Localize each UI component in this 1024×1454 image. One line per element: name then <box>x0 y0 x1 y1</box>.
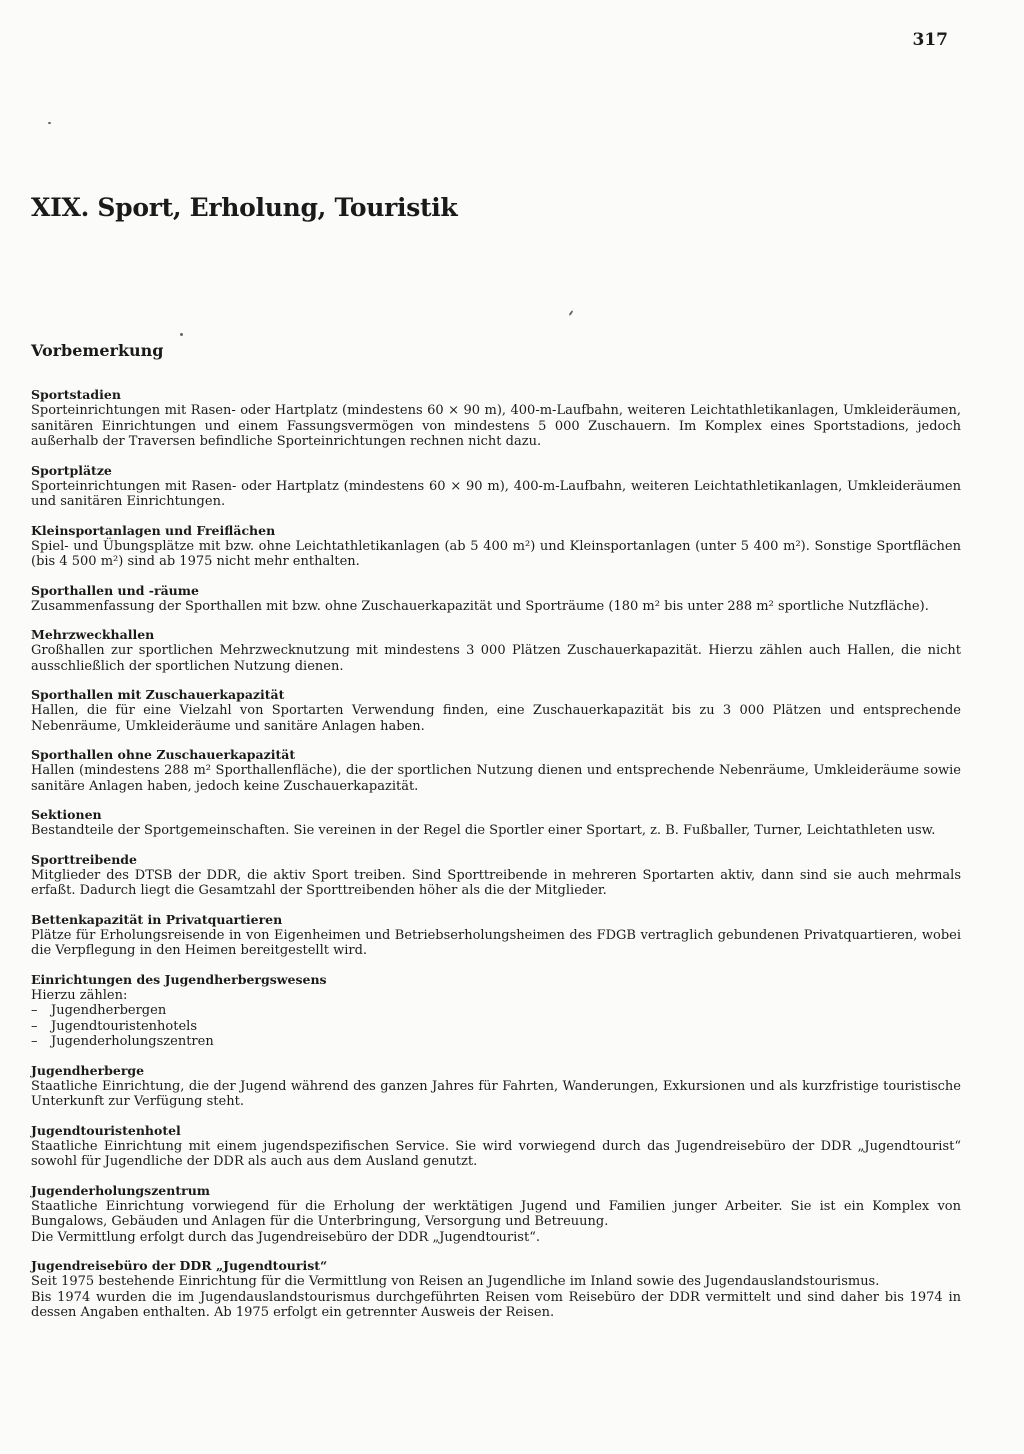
entry-text: Staatliche Einrichtung, die der Jugend während des ganzen Jahres für Fahrten, Wanderungen, Exkursionen und als kurzfristige touristische Unterkunft zur Verfügung steht. <box>31 1078 961 1109</box>
entry-text-continued: Bis 1974 wurden die im Jugendauslandstourismus durchgeführten Reisen vom Reisebüro der DDR vermittelt und sind daher bis 1974 in dessen Angaben enthalten. Ab 1975 erfolgt ein getrennter Ausweis der Reisen. <box>31 1289 961 1320</box>
entry-heading: Sporthallen ohne Zuschauerkapazität <box>31 747 296 762</box>
chapter-title: XIX. Sport, Erholung, Touristik <box>31 193 458 222</box>
list-item-label: Jugendherbergen <box>51 1003 167 1018</box>
entry-heading: Bettenkapazität in Privatquartieren <box>31 911 283 927</box>
definition-entry <box>31 971 961 1050</box>
entry-heading: Kleinsportanlagen und Freiflächen <box>31 522 276 538</box>
entry-text: Sporteinrichtungen mit Rasen- oder Hartplatz (mindestens 60 × 90 m), 400-m-Laufbahn, weiteren Leichtathletikanlagen, Umkleideräumen und sanitären Einrichtungen. <box>31 478 961 509</box>
section-title: Vorbemerkung <box>31 341 164 360</box>
definition-entry <box>31 851 961 899</box>
definition-entry <box>31 686 961 734</box>
print-speck <box>48 122 51 124</box>
entry-heading: Sporthallen mit Zuschauerkapazität <box>31 687 285 702</box>
entry-text: Spiel- und Übungsplätze mit bzw. ohne Leichtathletikanlagen (ab 5 400 m²) und Kleinsportanlagen (unter 5 400 m²). Sonstige Sportflächen (bis 4 500 m²) sind ab 1975 nicht mehr enthalten. <box>31 538 961 569</box>
entry-heading: Jugendtouristenhotel <box>31 1122 181 1138</box>
list-item-label: Jugenderholungszentren <box>51 1034 214 1049</box>
definition-entry <box>31 1062 961 1110</box>
entry-text: Staatliche Einrichtung mit einem jugendspezifischen Service. Sie wird vorwiegend durch das Jugendreisebüro der DDR „Jugendtourist“ sowohl für Jugendliche der DDR als auch aus dem Ausland genutzt. <box>31 1138 961 1169</box>
entry-text: Großhallen zur sportlichen Mehrzwecknutzung mit mindestens 3 000 Plätzen Zuschauerkapazität. Hierzu zählen auch Hallen, die nicht ausschließlich der sportlichen Nutzung dienen. <box>31 643 961 674</box>
entry-text: Bestandteile der Sportgemeinschaften. Sie vereinen in der Regel die Sportler einer Sportart, z. B. Fußballer, Turner, Leichtathleten usw. <box>31 823 936 838</box>
entry-heading: Sporthallen und -räume <box>31 582 199 598</box>
definition-entry <box>31 582 961 615</box>
definition-entry <box>31 1182 961 1246</box>
print-speck <box>568 310 573 316</box>
entry-heading: Jugendreisebüro der DDR „Jugendtourist“ <box>31 1258 328 1273</box>
entry-heading: Sektionen <box>31 807 102 822</box>
definition-entry <box>31 386 961 450</box>
definition-entry <box>31 746 961 794</box>
definitions-list <box>31 386 961 1333</box>
definition-entry <box>31 626 961 674</box>
entry-text: Sporteinrichtungen mit Rasen- oder Hartplatz (mindestens 60 × 90 m), 400-m-Laufbahn, weiteren Leichtathletikanlagen, Umkleideräumen, sanitären Einrichtungen und einem Fassungsvermögen von mindestens 5 000 Zuschauern. Im Komplex eines Sportstadions, jedoch außerhalb der Traversen befindliche Sporteinrichtungen rechnen nicht dazu. <box>31 403 961 449</box>
entry-text: Staatliche Einrichtung vorwiegend für die Erholung der werktätigen Jugend und Familien junger Arbeiter. Sie ist ein Komplex von Bungalows, Gebäuden und Anlagen für die Unterbringung, Versorgung und Betreuung. <box>31 1198 961 1229</box>
list-item: – Jugendtouristenhotels <box>31 1018 197 1034</box>
entry-text: Hallen (mindestens 288 m² Sporthallenfläche), die der sportlichen Nutzung dienen und entsprechende Nebenräume, Umkleideräume sowie sanitäre Anlagen haben, jedoch keine Zuschauerkapazität. <box>31 763 961 794</box>
entry-heading: Jugenderholungszentrum <box>31 1182 211 1198</box>
entry-text: Seit 1975 bestehende Einrichtung für die Vermittlung von Reisen an Jugendliche im Inland sowie des Jugendauslandstourismus. <box>31 1274 880 1289</box>
entry-text: Hallen, die für eine Vielzahl von Sportarten Verwendung finden, eine Zuschauerkapazität bis zu 3 000 Plätzen und entsprechende Nebenräume, Umkleideräume und sanitäre Anlagen haben. <box>31 703 961 734</box>
definition-entry <box>31 806 961 839</box>
list-item: – Jugendherbergen <box>31 1003 167 1018</box>
definition-entry <box>31 911 961 959</box>
entry-text: Plätze für Erholungsreisende in von Eigenheimen und Betriebserholungsheimen des FDGB vertraglich gebundenen Privatquartieren, wobei die Verpflegung in den Heimen bereitgestellt wird. <box>31 927 961 958</box>
definition-entry <box>31 522 961 570</box>
entry-text: Hierzu zählen: <box>31 987 128 1003</box>
institution-list <box>31 1003 961 1050</box>
entry-heading: Sportplätze <box>31 462 112 478</box>
entry-heading: Mehrzweckhallen <box>31 627 155 642</box>
list-item: – Jugenderholungszentren <box>31 1034 214 1049</box>
definition-entry <box>31 1257 961 1321</box>
definition-entry <box>31 1122 961 1170</box>
page-number: 317 <box>912 30 948 50</box>
entry-text: Zusammenfassung der Sporthallen mit bzw. ohne Zuschauerkapazität und Sporträume (180 m² bis unter 288 m² sportliche Nutzfläche). <box>31 598 929 614</box>
entry-heading: Einrichtungen des Jugendherbergswesens <box>31 971 327 987</box>
entry-text: Mitglieder des DTSB der DDR, die aktiv Sport treiben. Sind Sporttreibende in mehreren Sportarten aktiv, dann sind sie auch mehrmals erfaßt. Dadurch liegt die Gesamtzahl der Sporttreibenden höher als die der Mitglieder. <box>31 867 961 898</box>
entry-heading: Sporttreibende <box>31 851 137 867</box>
print-speck <box>180 333 183 336</box>
definition-entry <box>31 462 961 510</box>
entry-text-continued: Die Vermittlung erfolgt durch das Jugendreisebüro der DDR „Jugendtourist“. <box>31 1229 540 1245</box>
entry-heading: Jugendherberge <box>31 1062 145 1078</box>
list-item-label: Jugendtouristenhotels <box>51 1018 197 1034</box>
entry-heading: Sportstadien <box>31 387 121 402</box>
